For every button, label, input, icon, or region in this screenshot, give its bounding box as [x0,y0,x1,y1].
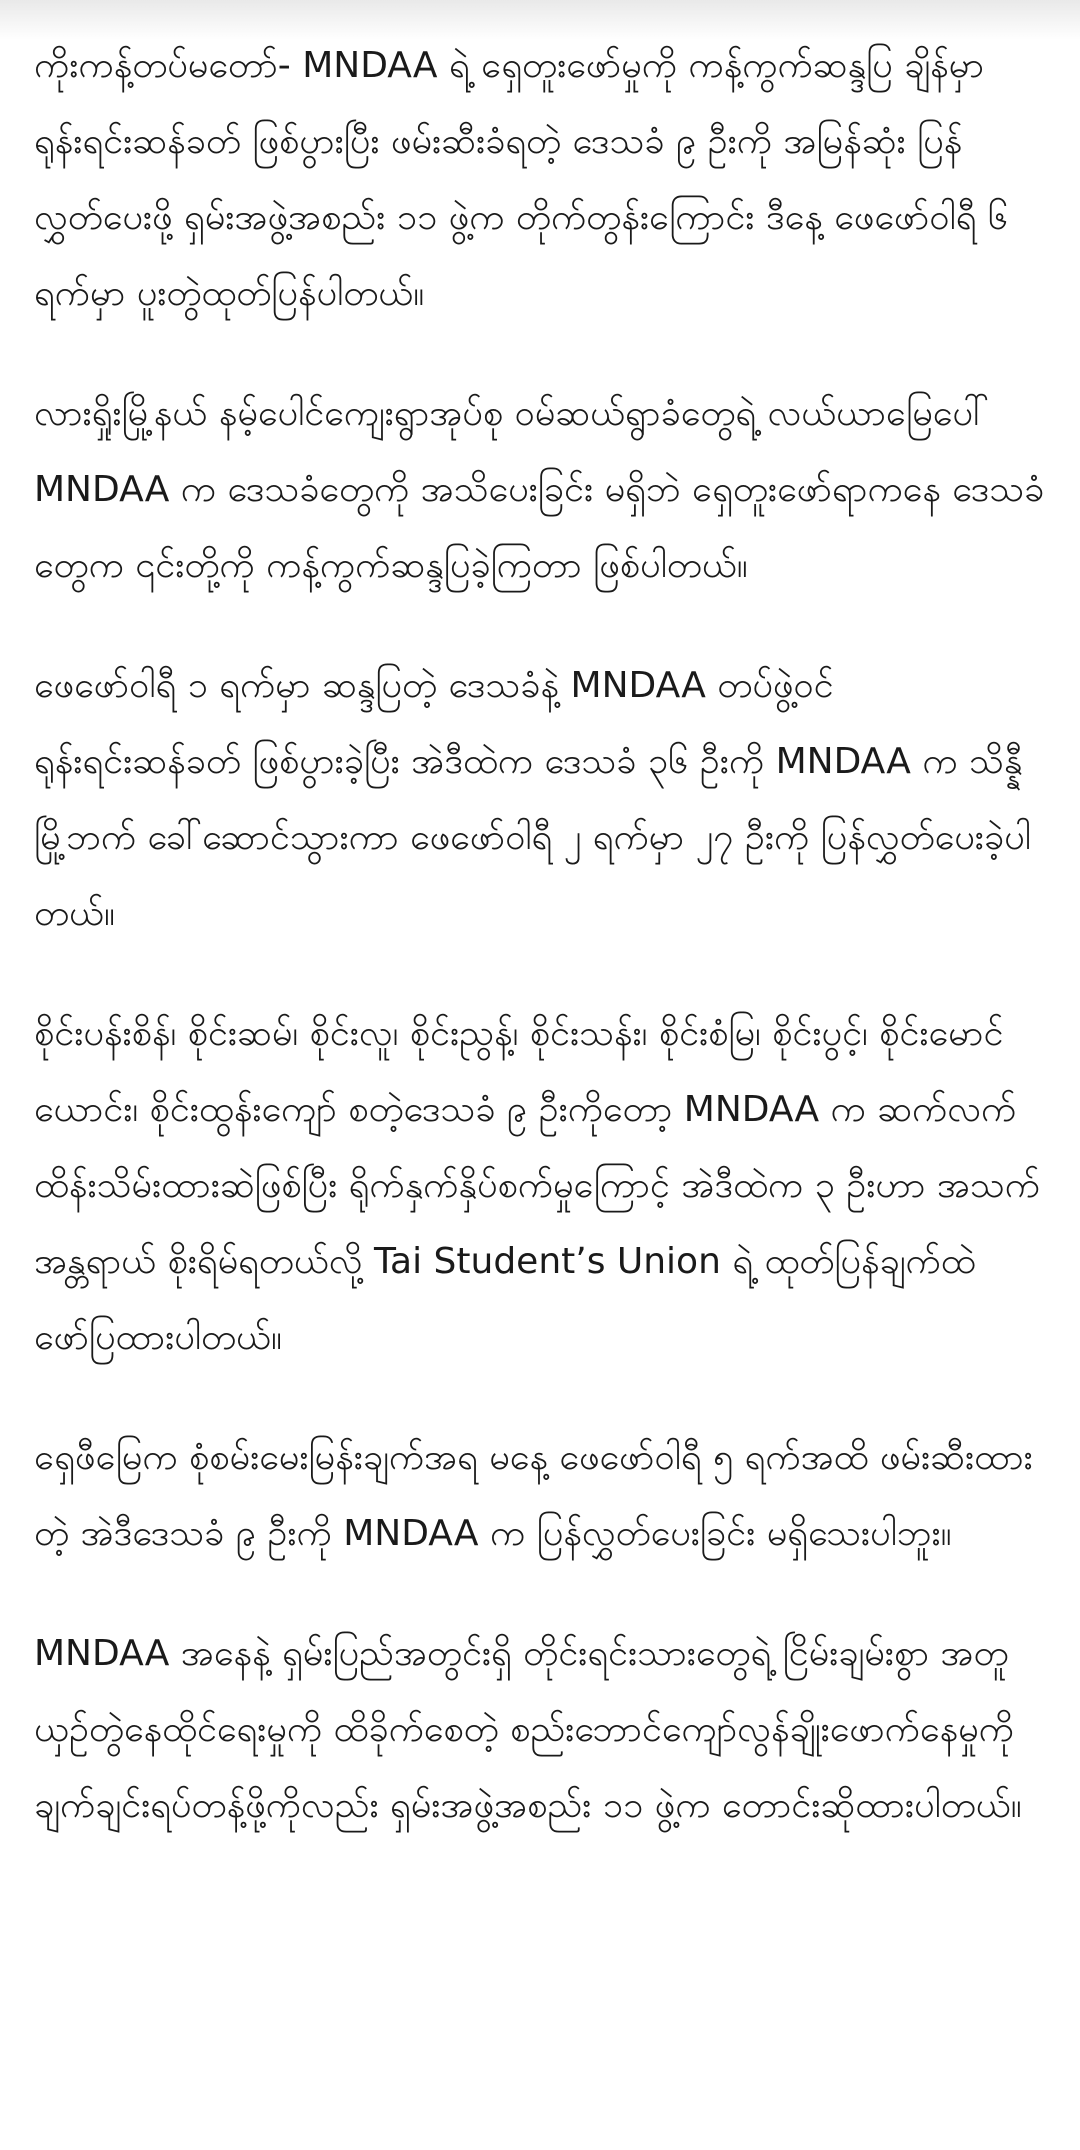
paragraph-3: ဖေဖော်ဝါရီ ၁ ရက်မှာ ဆန္ဒပြတဲ့ ဒေသခံနဲ့ MNDAA တပ်ဖွဲ့ဝင် ရုန်းရင်းဆန်ခတ် ဖြစ်ပွားခဲ့ပြီး အဲဒီထဲက ဒေသခံ ၃၆ ဦးကို MNDAA က သိန္နီမြို့ဘက် ခေါ်ဆောင်သွားကာ ဖေဖော်ဝါရီ ၂ ရက်မှာ ၂၇ ဦးကို ပြန်လွှတ်ပေးခဲ့ပါတယ်။ [34,665,1031,934]
paragraph-2: လားရှိုးမြို့နယ် နမ့်ပေါင်ကျေးရွာအုပ်စု ဝမ်ဆယ်ရွာခံတွေရဲ့ လယ်ယာမြေပေါ် MNDAA က ဒေသခံတွေကို အသိပေးခြင်း မရှိဘဲ ရှေတူးဖော်ရာကနေ ဒေသခံတွေက ၎င်းတို့ကို ကန့်ကွက်ဆန္ဒပြခဲ့ကြတာ ဖြစ်ပါတယ်။ [34,393,1045,586]
paragraph-6: MNDAA အနေနဲ့ ရှမ်းပြည်အတွင်းရှိ တိုင်းရင်းသားတွေရဲ့ ငြိမ်းချမ်းစွာ အတူယှဉ်တွဲနေထိုင်ရေးမှုကို ထိခိုက်စေတဲ့ စည်းဘောင်ကျော်လွန်ချိုးဖောက်နေမှုကို ချက်ချင်းရပ်တန့်ဖို့ကိုလည်း ရှမ်းအဖွဲ့အစည်း ၁၁ ဖွဲ့က တောင်းဆိုထားပါတယ်။ [34,1633,1022,1826]
article-body [34,28,1046,1888]
paragraph-4: စိုင်းပန်းစိန်၊ စိုင်းဆမ်၊ စိုင်းလူ၊ စိုင်းညွန့်၊ စိုင်းသန်း၊ စိုင်းစံမြ၊ စိုင်းပွင့်၊ စိုင်းမောင်ယောင်း၊ စိုင်းထွန်းကျော် စတဲ့ဒေသခံ ၉ ဦးကိုတော့ MNDAA က ဆက်လက်ထိန်းသိမ်းထားဆဲဖြစ်ပြီး ရိုက်နှက်နှိပ်စက်မှုကြောင့် အဲဒီထဲက ၃ ဦးဟာ အသက်အန္တရာယ် စိုးရိမ်ရတယ်လို့ Tai Student’s Union ရဲ့ ထုတ်ပြန်ချက်ထဲ ဖော်ပြထားပါတယ်။ [34,1013,1040,1358]
paragraph-1: ကိုးကန့်တပ်မတော်- MNDAA ရဲ့ ရှေတူးဖော်မှုကို ကန့်ကွက်ဆန္ဒပြ ချိန်မှာ ရုန်းရင်းဆန်ခတ် ဖြစ်ပွားပြီး ဖမ်းဆီးခံရတဲ့ ဒေသခံ ၉ ဦးကို အမြန်ဆုံး ပြန်လွှတ်ပေးဖို့ ရှမ်းအဖွဲ့အစည်း ၁၁ ဖွဲ့က တိုက်တွန်းကြောင်း ဒီနေ့ ဖေဖော်ဝါရီ ၆ ရက်မှာ ပူးတွဲထုတ်ပြန်ပါတယ်။ [34,45,1009,314]
paragraph-5: ရှေဖီမြေက စုံစမ်းမေးမြန်းချက်အရ မနေ့ ဖေဖော်ဝါရီ ၅ ရက်အထိ ဖမ်းဆီးထားတဲ့ အဲဒီဒေသခံ ၉ ဦးကို MNDAA က ပြန်လွှတ်ပေးခြင်း မရှိသေးပါဘူး။ [34,1437,1033,1554]
